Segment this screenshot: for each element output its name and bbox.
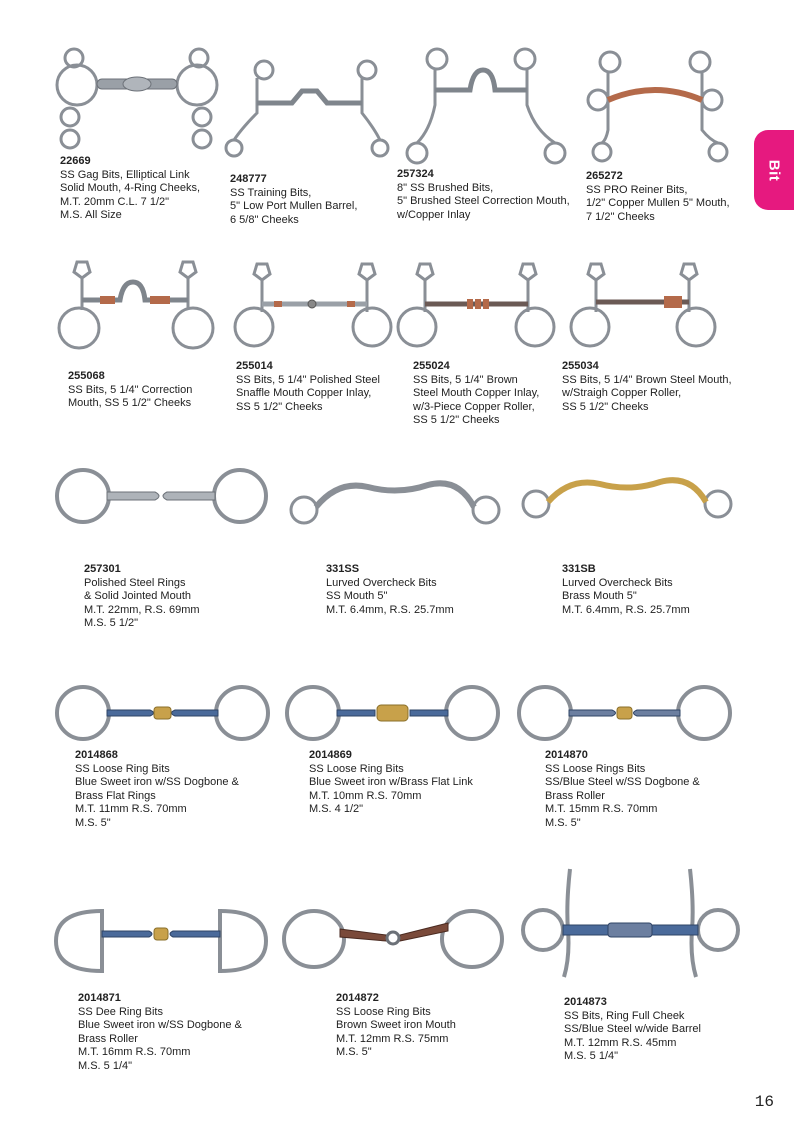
product-code: 2014873 [564,996,607,1008]
product-image [232,262,397,352]
caption-line: M.S. 5 1/2" [84,617,139,630]
caption-line: SS PRO Reiner Bits, [586,183,688,196]
caption-line: M.T. 6.4mm, R.S. 25.7mm [562,603,690,616]
caption-line: w/Straigh Copper Roller, [562,387,682,400]
caption-line: Mouth, SS 5 1/2" Cheeks [68,397,192,410]
product-caption [326,563,454,617]
caption-line: SS Training Bits, [230,186,312,199]
product-code: 265272 [586,170,623,182]
product-caption [562,360,732,414]
caption-line: SS 5 1/2" Cheeks [562,400,649,413]
caption-line: M.T. 6.4mm, R.S. 25.7mm [326,603,454,616]
product-image [520,472,740,527]
caption-line: M.S. 5" [545,816,581,829]
caption-line: SS Bits, 5 1/4" Polished Steel [236,373,380,386]
product-code: 255034 [562,360,599,372]
product-caption [336,992,456,1060]
caption-line: M.T. 16mm R.S. 70mm [78,1046,191,1059]
product-caption [397,168,570,222]
caption-line: 5" Low Port Mullen Barrel, [230,200,358,213]
caption-line: w/3-Piece Copper Roller, [413,400,535,413]
product-image [282,905,507,975]
product-code: 248777 [230,173,267,185]
product-code: 255068 [68,370,105,382]
caption-line: Brass Roller [545,789,605,802]
product-code: 257324 [397,168,434,180]
caption-line: SS Gag Bits, Elliptical Link [60,168,190,181]
caption-line: M.T. 12mm R.S. 45mm [564,1036,677,1049]
caption-line: 6 5/8" Cheeks [230,213,299,226]
product-code: 257301 [84,563,121,575]
caption-line: SS Dee Ring Bits [78,1005,163,1018]
product-code: 2014868 [75,749,118,761]
section-tab-label: Bit [765,159,783,181]
product-caption [562,563,690,617]
product-caption [84,563,200,631]
product-code: 2014871 [78,992,121,1004]
product-image [288,475,508,530]
caption-line: M.S. All Size [60,209,122,222]
product-caption [60,155,200,223]
caption-line: Solid Mouth, 4-Ring Cheeks, [60,182,201,195]
caption-line: SS 5 1/2" Cheeks [236,400,323,413]
caption-line: SS Bits, 5 1/4" Correction [68,383,193,396]
caption-line: Polished Steel Rings [84,576,186,589]
caption-line: SS Loose Rings Bits [545,762,646,775]
caption-line: SS Bits, 5 1/4" Brown [413,373,518,386]
caption-line: M.T. 20mm C.L. 7 1/2" [60,195,170,208]
product-code: 255024 [413,360,450,372]
product-image [518,865,743,980]
caption-line: 5" Brushed Steel Correction Mouth, [397,195,570,208]
caption-line: Snaffle Mouth Copper Inlay, [236,387,372,400]
caption-line: M.T. 15mm R.S. 70mm [545,803,658,816]
caption-line: SS Bits, 5 1/4" Brown Steel Mouth, [562,373,732,386]
product-image [55,685,270,745]
product-code: 22669 [60,155,91,167]
product-image [52,45,222,155]
product-caption [564,996,701,1064]
product-caption [586,170,730,224]
caption-line: SS/Blue Steel w/wide Barrel [564,1023,701,1036]
product-image [285,685,500,745]
caption-line: & Solid Jointed Mouth [84,590,192,603]
caption-line: M.S. 5 1/4" [78,1059,133,1072]
caption-line: SS Loose Ring Bits [75,762,170,775]
caption-line: Brass Roller [78,1032,138,1045]
caption-line: Lurved Overcheck Bits [562,576,673,589]
product-image [222,58,397,158]
section-tab[interactable] [754,130,794,210]
caption-line: Blue Sweet iron w/SS Dogbone & [75,776,239,789]
product-image [55,462,275,532]
product-code: 2014872 [336,992,379,1004]
caption-line: M.S. 5" [336,1046,372,1059]
caption-line: M.T. 10mm R.S. 70mm [309,789,422,802]
product-caption [236,360,380,414]
caption-line: Blue Sweet iron w/SS Dogbone & [78,1019,242,1032]
product-caption [545,749,700,831]
product-caption [309,749,473,817]
product-code: 331SB [562,563,596,575]
product-caption [230,173,357,227]
product-image [517,683,732,743]
caption-line: 1/2" Copper Mullen 5" Mouth, [586,197,730,210]
caption-line: M.T. 11mm R.S. 70mm [75,803,187,816]
caption-line: Steel Mouth Copper Inlay, [413,387,540,400]
product-image [395,45,575,165]
product-image [55,260,220,355]
caption-line: Brass Mouth 5" [562,590,637,603]
caption-line: M.S. 5 1/4" [564,1050,619,1063]
product-image [580,50,740,165]
caption-line: SS Bits, Ring Full Cheek [564,1009,685,1022]
product-caption [78,992,242,1074]
caption-line: SS 5 1/2" Cheeks [413,414,500,427]
page-number: 16 [754,1093,774,1111]
product-caption [75,749,239,831]
caption-line: SS Loose Ring Bits [336,1005,431,1018]
product-image [566,262,736,352]
product-caption [68,370,192,411]
caption-line: Lurved Overcheck Bits [326,576,437,589]
caption-line: SS Mouth 5" [326,590,388,603]
caption-line: M.T. 22mm, R.S. 69mm [84,603,200,616]
caption-line: 7 1/2" Cheeks [586,210,655,223]
caption-line: 8" SS Brushed Bits, [397,181,494,194]
caption-line: Brass Flat Rings [75,789,156,802]
caption-line: M.S. 5" [75,816,111,829]
product-image [395,262,560,352]
product-code: 255014 [236,360,273,372]
caption-line: M.T. 12mm R.S. 75mm [336,1032,449,1045]
caption-line: w/Copper Inlay [397,208,471,221]
product-code: 2014869 [309,749,352,761]
caption-line: SS/Blue Steel w/SS Dogbone & [545,776,700,789]
product-caption [413,360,539,428]
product-code: 331SS [326,563,360,575]
caption-line: Blue Sweet iron w/Brass Flat Link [309,776,473,789]
caption-line: SS Loose Ring Bits [309,762,404,775]
product-code: 2014870 [545,749,588,761]
product-image [52,905,272,975]
caption-line: Brown Sweet iron Mouth [336,1019,456,1032]
caption-line: M.S. 4 1/2" [309,803,364,816]
